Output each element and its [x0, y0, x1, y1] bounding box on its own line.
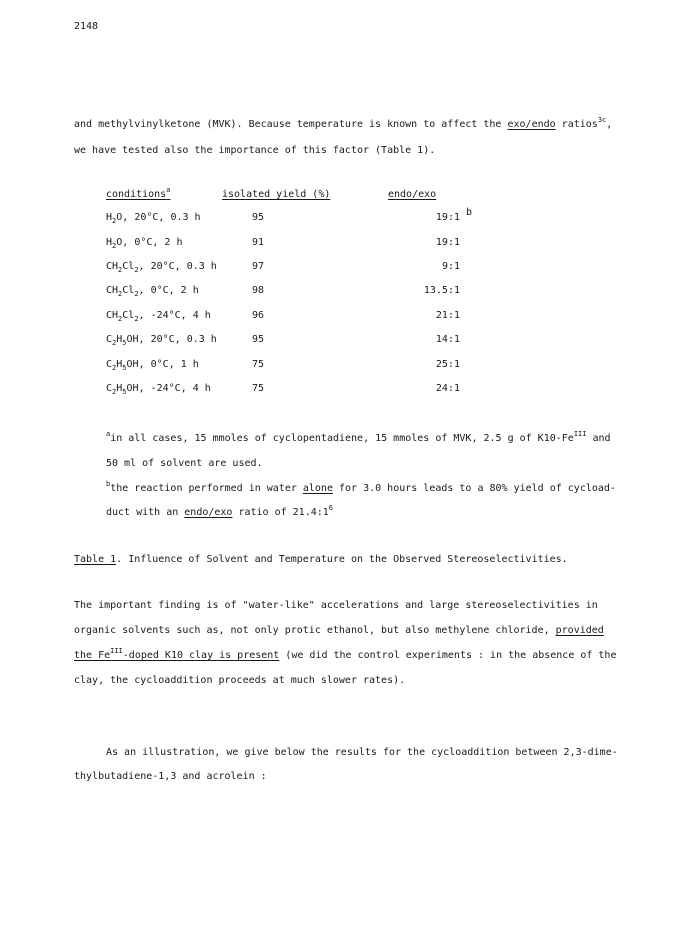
- row-footnote-mark: b: [466, 207, 473, 218]
- table-row: [0, 311, 683, 323]
- row-conditions: $C_2H_5OH$, 0°C, 1 h: [106, 359, 199, 372]
- table-row: [0, 207, 683, 225]
- page-number: 2148: [74, 21, 99, 32]
- row-conditions: $H_2O$, 0°C, 2 h: [106, 237, 183, 250]
- para1-line-3: the $Fe^{III}$-doped K10 clay is present (we did the control experiments : in the absence of the: [74, 647, 617, 661]
- footnote-a-line-1: $^a$in all cases, 15 mmoles of cyclopentadiene, 15 mmoles of MVK, 2.5 g of $K10-Fe^{III}$ and: [106, 430, 611, 444]
- table-row: [0, 384, 683, 396]
- row-conditions: $CH_2Cl_2$, -24°C, 4 h: [106, 310, 211, 323]
- intro-line-1: [74, 116, 613, 130]
- caption-text: . Influence of Solvent and Temperature on the Observed Stereoselectivities.: [116, 554, 568, 565]
- footnote-b-mark: b: [106, 480, 111, 488]
- para1-line-2: organic solvents such as, not only protic ethanol, but also methylene chloride, provided: [74, 625, 604, 636]
- row-yield: 97: [252, 261, 265, 272]
- table-row: [0, 286, 683, 298]
- row-yield: 98: [252, 285, 265, 296]
- table-header-row: [0, 186, 683, 202]
- row-conditions: $CH_2Cl_2$, 20°C, 0.3 h: [106, 261, 217, 274]
- row-ratio: 19:1: [435, 212, 460, 223]
- table-row: [0, 238, 683, 250]
- row-ratio: 21:1: [435, 310, 460, 321]
- para2-line-1: As an illustration, we give below the results for the cycloaddition between 2,3-dime-: [106, 747, 618, 758]
- para1-fe: the $Fe^{III}$-doped K10 clay is present: [74, 647, 280, 661]
- header-ratio: endo/exo: [388, 189, 437, 200]
- intro-ratios: ratios: [555, 119, 598, 130]
- footnote-a-sup: III: [573, 430, 587, 438]
- row-conditions: $H_2O$, 20°C, 0.3 h: [106, 212, 201, 225]
- row-ratio: 19:1: [435, 237, 460, 248]
- footnote-a-mark: a: [106, 430, 111, 438]
- table-row: [0, 360, 683, 372]
- row-yield: 75: [252, 383, 265, 394]
- row-yield: 91: [252, 237, 265, 248]
- table-row: [0, 335, 683, 347]
- header-yield: isolated yield (%): [222, 189, 331, 200]
- header-conditions: conditions$^a$: [106, 186, 171, 200]
- footnote-b-line-1: $^b$the reaction performed in water alone for 3.0 hours leads to a 80% yield of cycload-: [106, 480, 616, 494]
- row-ratio: 9:1: [441, 261, 460, 272]
- table-caption: [74, 555, 568, 565]
- row-yield: 95: [252, 334, 265, 345]
- para1-line-1: The important finding is of "water-like" accelerations and large stereoselectivities in: [74, 600, 598, 611]
- row-yield: 95: [252, 212, 265, 223]
- row-yield: 75: [252, 359, 265, 370]
- row-ratio: 24:1: [435, 383, 460, 394]
- para2-line-2: thylbutadiene-1,3 and acrolein :: [74, 771, 267, 782]
- footnote-b-alone: alone: [302, 483, 333, 494]
- row-conditions: $C_2H_5OH$, 20°C, 0.3 h: [106, 334, 217, 347]
- caption-label: Table 1: [74, 554, 117, 565]
- footnote-b-line-2: duct with an endo/exo ratio of $21.4:1^6$: [106, 504, 333, 518]
- intro-exo-endo: exo/endo: [507, 119, 556, 130]
- intro-text-1: and methylvinylketone (MVK). Because temperature is known to affect the: [74, 119, 508, 130]
- intro-line-2: we have tested also the importance of this factor (Table 1).: [74, 145, 436, 156]
- row-yield: 96: [252, 310, 265, 321]
- footnote-b-ref: 6: [328, 504, 333, 512]
- intro-comma: ,: [606, 119, 613, 130]
- intro-ref-sup: 3c: [597, 116, 607, 124]
- row-conditions: $CH_2Cl_2$, 0°C, 2 h: [106, 285, 199, 298]
- para1-provided: provided: [555, 625, 604, 636]
- row-ratio: 13.5:1: [423, 285, 460, 296]
- row-conditions: $C_2H_5OH$, -24°C, 4 h: [106, 383, 211, 396]
- row-ratio: 14:1: [435, 334, 460, 345]
- table-row: [0, 262, 683, 274]
- footnote-a-line-2: 50 ml of solvent are used.: [106, 458, 263, 469]
- row-ratio: 25:1: [435, 359, 460, 370]
- footnote-b-ratio: endo/exo: [184, 507, 233, 518]
- para1-line-4: clay, the cycloaddition proceeds at much slower rates).: [74, 675, 406, 686]
